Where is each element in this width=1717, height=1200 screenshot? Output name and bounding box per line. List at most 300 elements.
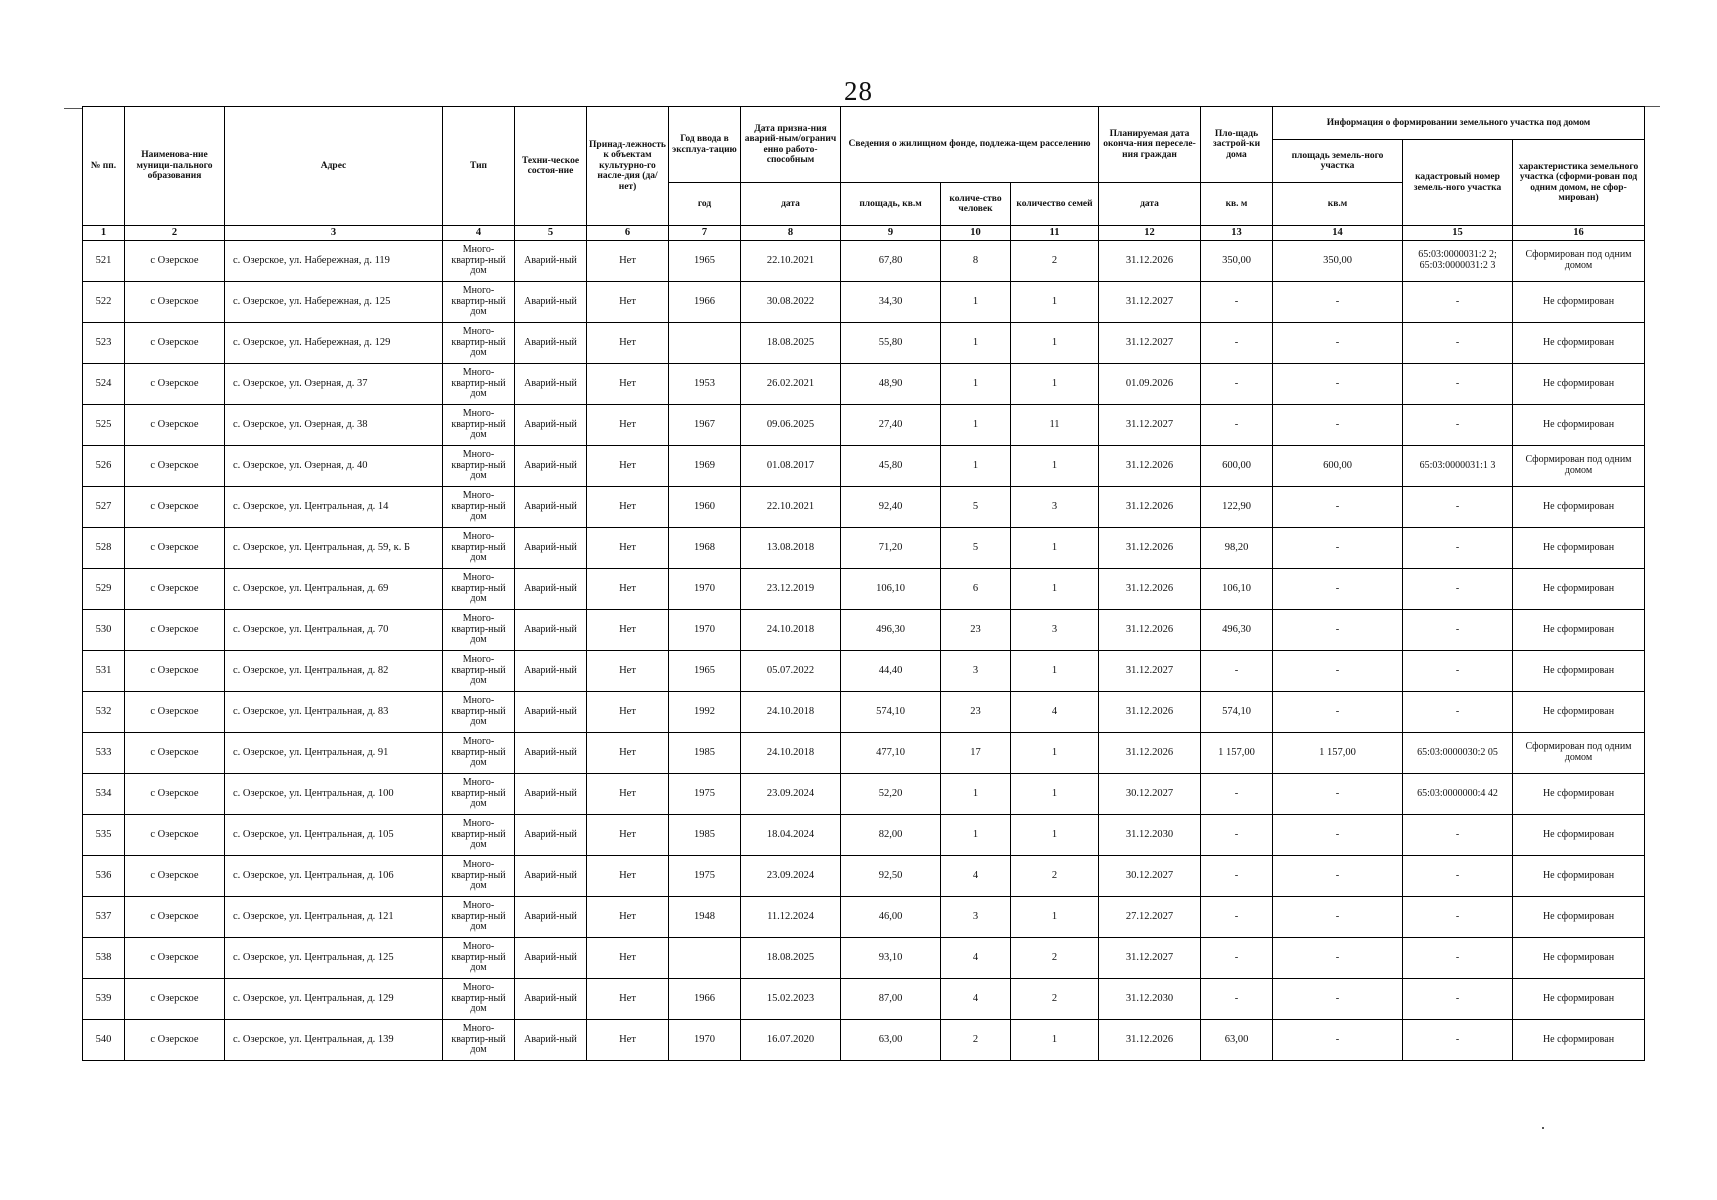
table-header: [83, 107, 1645, 241]
people-cell: 1: [941, 323, 1011, 364]
planned-date-cell: 31.12.2026: [1099, 528, 1201, 569]
land-area-cell: 350,00: [1273, 241, 1403, 282]
row-number: 527: [83, 487, 125, 528]
heritage-cell: Нет: [587, 815, 669, 856]
heritage-cell: Нет: [587, 692, 669, 733]
type-cell: Много-квартир-ный дом: [443, 323, 515, 364]
address-cell: с. Озерское, ул. Центральная, д. 129: [225, 979, 443, 1020]
area-cell: 477,10: [841, 733, 941, 774]
built-area-cell: 106,10: [1201, 569, 1273, 610]
area-cell: 92,50: [841, 856, 941, 897]
table-row: [83, 405, 1645, 446]
planned-date-cell: 31.12.2027: [1099, 405, 1201, 446]
planned-date-cell: 31.12.2026: [1099, 446, 1201, 487]
people-cell: 4: [941, 938, 1011, 979]
planned-date-cell: 31.12.2027: [1099, 323, 1201, 364]
table-row: [83, 979, 1645, 1020]
cadastral-cell: -: [1403, 856, 1513, 897]
recognition-date-cell: 18.08.2025: [741, 323, 841, 364]
built-area-cell: 600,00: [1201, 446, 1273, 487]
area-cell: 27,40: [841, 405, 941, 446]
municipality-cell: с Озерское: [125, 528, 225, 569]
condition-cell: Аварий-ный: [515, 282, 587, 323]
header-recognition: Дата призна-ния аварий-ным/огранич енно работо-способным: [741, 107, 841, 183]
people-cell: 3: [941, 897, 1011, 938]
condition-cell: Аварий-ный: [515, 692, 587, 733]
municipality-cell: с Озерское: [125, 569, 225, 610]
type-cell: Много-квартир-ный дом: [443, 1020, 515, 1061]
table-row: [83, 692, 1645, 733]
families-cell: 1: [1011, 323, 1099, 364]
area-cell: 45,80: [841, 446, 941, 487]
built-area-cell: 350,00: [1201, 241, 1273, 282]
address-cell: с. Озерское, ул. Набережная, д. 119: [225, 241, 443, 282]
people-cell: 23: [941, 692, 1011, 733]
land-status-cell: Не сформирован: [1513, 815, 1645, 856]
people-cell: 17: [941, 733, 1011, 774]
year-cell: 1970: [669, 610, 741, 651]
address-cell: с. Озерское, ул. Центральная, д. 139: [225, 1020, 443, 1061]
column-number: 12: [1099, 226, 1201, 241]
year-cell: [669, 323, 741, 364]
column-number: 13: [1201, 226, 1273, 241]
header-housing-people: количе-ство человек: [941, 183, 1011, 226]
condition-cell: Аварий-ный: [515, 528, 587, 569]
recognition-date-cell: 24.10.2018: [741, 692, 841, 733]
land-area-cell: -: [1273, 979, 1403, 1020]
people-cell: 1: [941, 446, 1011, 487]
people-cell: 8: [941, 241, 1011, 282]
table-row: [83, 446, 1645, 487]
planned-date-cell: 31.12.2026: [1099, 487, 1201, 528]
header-land: Информация о формировании земельного участка под домом: [1273, 107, 1645, 140]
built-area-cell: -: [1201, 774, 1273, 815]
planned-date-cell: 31.12.2026: [1099, 1020, 1201, 1061]
land-area-cell: -: [1273, 1020, 1403, 1061]
recognition-date-cell: 18.04.2024: [741, 815, 841, 856]
header-municipality: Наименова-ние муници-пального образования: [125, 107, 225, 226]
row-number: 528: [83, 528, 125, 569]
families-cell: 2: [1011, 938, 1099, 979]
planned-date-cell: 31.12.2027: [1099, 282, 1201, 323]
scan-mark: [64, 108, 82, 109]
condition-cell: Аварий-ный: [515, 979, 587, 1020]
planned-date-cell: 31.12.2026: [1099, 733, 1201, 774]
type-cell: Много-квартир-ный дом: [443, 938, 515, 979]
cadastral-cell: -: [1403, 323, 1513, 364]
address-cell: с. Озерское, ул. Центральная, д. 91: [225, 733, 443, 774]
row-number: 531: [83, 651, 125, 692]
cadastral-cell: 65:03:0000031:2 2; 65:03:0000031:2 3: [1403, 241, 1513, 282]
heritage-cell: Нет: [587, 364, 669, 405]
header-condition: Техни-ческое состоя-ние: [515, 107, 587, 226]
heritage-cell: Нет: [587, 610, 669, 651]
year-cell: 1960: [669, 487, 741, 528]
families-cell: 1: [1011, 282, 1099, 323]
cadastral-cell: -: [1403, 610, 1513, 651]
condition-cell: Аварий-ный: [515, 364, 587, 405]
land-area-cell: -: [1273, 774, 1403, 815]
column-number: 2: [125, 226, 225, 241]
recognition-date-cell: 26.02.2021: [741, 364, 841, 405]
planned-date-cell: 31.12.2026: [1099, 692, 1201, 733]
area-cell: 496,30: [841, 610, 941, 651]
recognition-date-cell: 18.08.2025: [741, 938, 841, 979]
municipality-cell: с Озерское: [125, 241, 225, 282]
heritage-cell: Нет: [587, 282, 669, 323]
planned-date-cell: 30.12.2027: [1099, 856, 1201, 897]
built-area-cell: -: [1201, 405, 1273, 446]
land-status-cell: Не сформирован: [1513, 405, 1645, 446]
built-area-cell: 63,00: [1201, 1020, 1273, 1061]
row-number: 521: [83, 241, 125, 282]
table-row: [83, 815, 1645, 856]
type-cell: Много-квартир-ный дом: [443, 569, 515, 610]
built-area-cell: 1 157,00: [1201, 733, 1273, 774]
type-cell: Много-квартир-ный дом: [443, 364, 515, 405]
row-number: 529: [83, 569, 125, 610]
land-area-cell: -: [1273, 692, 1403, 733]
municipality-cell: с Озерское: [125, 938, 225, 979]
land-status-cell: Не сформирован: [1513, 323, 1645, 364]
row-number: 525: [83, 405, 125, 446]
row-number: 526: [83, 446, 125, 487]
cadastral-cell: 65:03:0000030:2 05: [1403, 733, 1513, 774]
column-number: 8: [741, 226, 841, 241]
year-cell: 1966: [669, 282, 741, 323]
address-cell: с. Озерское, ул. Центральная, д. 69: [225, 569, 443, 610]
land-status-cell: Не сформирован: [1513, 774, 1645, 815]
built-area-cell: -: [1201, 323, 1273, 364]
type-cell: Много-квартир-ный дом: [443, 733, 515, 774]
recognition-date-cell: 01.08.2017: [741, 446, 841, 487]
cadastral-cell: -: [1403, 364, 1513, 405]
recognition-date-cell: 23.09.2024: [741, 856, 841, 897]
families-cell: 2: [1011, 241, 1099, 282]
address-cell: с. Озерское, ул. Набережная, д. 129: [225, 323, 443, 364]
table-row: [83, 651, 1645, 692]
header-land-area-sub: кв.м: [1273, 183, 1403, 226]
recognition-date-cell: 24.10.2018: [741, 733, 841, 774]
condition-cell: Аварий-ный: [515, 651, 587, 692]
municipality-cell: с Озерское: [125, 364, 225, 405]
land-area-cell: -: [1273, 323, 1403, 364]
header-year-sub: год: [669, 183, 741, 226]
families-cell: 1: [1011, 774, 1099, 815]
condition-cell: Аварий-ный: [515, 241, 587, 282]
recognition-date-cell: 15.02.2023: [741, 979, 841, 1020]
row-number: 535: [83, 815, 125, 856]
year-cell: 1948: [669, 897, 741, 938]
heritage-cell: Нет: [587, 405, 669, 446]
people-cell: 1: [941, 364, 1011, 405]
header-land-area: площадь земель-ного участка: [1273, 140, 1403, 183]
families-cell: 4: [1011, 692, 1099, 733]
address-cell: с. Озерское, ул. Озерная, д. 37: [225, 364, 443, 405]
cadastral-cell: -: [1403, 528, 1513, 569]
land-status-cell: Не сформирован: [1513, 487, 1645, 528]
land-status-cell: Сформирован под одним домом: [1513, 733, 1645, 774]
type-cell: Много-квартир-ный дом: [443, 979, 515, 1020]
year-cell: 1975: [669, 856, 741, 897]
heritage-cell: Нет: [587, 897, 669, 938]
heritage-cell: Нет: [587, 774, 669, 815]
area-cell: 93,10: [841, 938, 941, 979]
land-area-cell: -: [1273, 487, 1403, 528]
area-cell: 55,80: [841, 323, 941, 364]
table-row: [83, 569, 1645, 610]
people-cell: 4: [941, 979, 1011, 1020]
area-cell: 44,40: [841, 651, 941, 692]
heritage-cell: Нет: [587, 733, 669, 774]
header-built-area: Пло-щадь застрой-ки дома: [1201, 107, 1273, 183]
table-row: [83, 610, 1645, 651]
area-cell: 52,20: [841, 774, 941, 815]
cadastral-cell: -: [1403, 1020, 1513, 1061]
people-cell: 5: [941, 487, 1011, 528]
families-cell: 1: [1011, 651, 1099, 692]
land-status-cell: Сформирован под одним домом: [1513, 241, 1645, 282]
recognition-date-cell: 11.12.2024: [741, 897, 841, 938]
recognition-date-cell: 22.10.2021: [741, 241, 841, 282]
year-cell: 1968: [669, 528, 741, 569]
heritage-cell: Нет: [587, 1020, 669, 1061]
planned-date-cell: 31.12.2026: [1099, 241, 1201, 282]
address-cell: с. Озерское, ул. Центральная, д. 83: [225, 692, 443, 733]
municipality-cell: с Озерское: [125, 282, 225, 323]
area-cell: 82,00: [841, 815, 941, 856]
column-number: 3: [225, 226, 443, 241]
header-planned: Планируемая дата оконча-ния переселе-ния граждан: [1099, 107, 1201, 183]
column-number: 7: [669, 226, 741, 241]
municipality-cell: с Озерское: [125, 610, 225, 651]
row-number: 538: [83, 938, 125, 979]
municipality-cell: с Озерское: [125, 815, 225, 856]
land-area-cell: 1 157,00: [1273, 733, 1403, 774]
heritage-cell: Нет: [587, 938, 669, 979]
cadastral-cell: -: [1403, 979, 1513, 1020]
cadastral-cell: -: [1403, 651, 1513, 692]
year-cell: 1966: [669, 979, 741, 1020]
condition-cell: Аварий-ный: [515, 323, 587, 364]
planned-date-cell: 31.12.2030: [1099, 979, 1201, 1020]
year-cell: 1967: [669, 405, 741, 446]
year-cell: 1970: [669, 569, 741, 610]
land-area-cell: -: [1273, 651, 1403, 692]
row-number: 533: [83, 733, 125, 774]
people-cell: 3: [941, 651, 1011, 692]
address-cell: с. Озерское, ул. Центральная, д. 70: [225, 610, 443, 651]
condition-cell: Аварий-ный: [515, 774, 587, 815]
land-area-cell: 600,00: [1273, 446, 1403, 487]
municipality-cell: с Озерское: [125, 323, 225, 364]
row-number: 530: [83, 610, 125, 651]
header-cadastral: кадастровый номер земель-ного участка: [1403, 140, 1513, 226]
families-cell: 1: [1011, 733, 1099, 774]
heritage-cell: Нет: [587, 651, 669, 692]
municipality-cell: с Озерское: [125, 1020, 225, 1061]
planned-date-cell: 31.12.2026: [1099, 610, 1201, 651]
heritage-cell: Нет: [587, 569, 669, 610]
type-cell: Много-квартир-ный дом: [443, 897, 515, 938]
address-cell: с. Озерское, ул. Центральная, д. 59, к. Б: [225, 528, 443, 569]
page-number: 28: [844, 76, 873, 106]
recognition-date-cell: 13.08.2018: [741, 528, 841, 569]
land-area-cell: -: [1273, 815, 1403, 856]
header-recognition-sub: дата: [741, 183, 841, 226]
recognition-date-cell: 23.12.2019: [741, 569, 841, 610]
planned-date-cell: 31.12.2027: [1099, 938, 1201, 979]
table-row: [83, 938, 1645, 979]
families-cell: 1: [1011, 364, 1099, 405]
condition-cell: Аварий-ный: [515, 610, 587, 651]
families-cell: 3: [1011, 610, 1099, 651]
row-number: 536: [83, 856, 125, 897]
year-cell: [669, 938, 741, 979]
families-cell: 2: [1011, 979, 1099, 1020]
municipality-cell: с Озерское: [125, 979, 225, 1020]
area-cell: 46,00: [841, 897, 941, 938]
families-cell: 3: [1011, 487, 1099, 528]
recognition-date-cell: 22.10.2021: [741, 487, 841, 528]
area-cell: 574,10: [841, 692, 941, 733]
municipality-cell: с Озерское: [125, 774, 225, 815]
header-year: Год ввода в эксплуа-тацию: [669, 107, 741, 183]
people-cell: 23: [941, 610, 1011, 651]
row-number: 534: [83, 774, 125, 815]
table-row: [83, 241, 1645, 282]
year-cell: 1965: [669, 651, 741, 692]
type-cell: Много-квартир-ный дом: [443, 692, 515, 733]
land-status-cell: Не сформирован: [1513, 569, 1645, 610]
recognition-date-cell: 05.07.2022: [741, 651, 841, 692]
families-cell: 1: [1011, 897, 1099, 938]
column-number: 10: [941, 226, 1011, 241]
heritage-cell: Нет: [587, 487, 669, 528]
table-row: [83, 364, 1645, 405]
municipality-cell: с Озерское: [125, 487, 225, 528]
type-cell: Много-квартир-ный дом: [443, 405, 515, 446]
condition-cell: Аварий-ный: [515, 733, 587, 774]
scan-mark: [1542, 1127, 1544, 1129]
table-body: [83, 241, 1645, 1061]
planned-date-cell: 31.12.2027: [1099, 651, 1201, 692]
table-row: [83, 528, 1645, 569]
built-area-cell: 98,20: [1201, 528, 1273, 569]
condition-cell: Аварий-ный: [515, 1020, 587, 1061]
people-cell: 1: [941, 815, 1011, 856]
type-cell: Много-квартир-ный дом: [443, 815, 515, 856]
municipality-cell: с Озерское: [125, 733, 225, 774]
built-area-cell: -: [1201, 938, 1273, 979]
land-area-cell: -: [1273, 569, 1403, 610]
heritage-cell: Нет: [587, 241, 669, 282]
address-cell: с. Озерское, ул. Озерная, д. 38: [225, 405, 443, 446]
address-cell: с. Озерское, ул. Центральная, д. 100: [225, 774, 443, 815]
heritage-cell: Нет: [587, 979, 669, 1020]
planned-date-cell: 31.12.2026: [1099, 569, 1201, 610]
header-housing-families: количество семей: [1011, 183, 1099, 226]
land-status-cell: Сформирован под одним домом: [1513, 446, 1645, 487]
heritage-cell: Нет: [587, 446, 669, 487]
year-cell: 1985: [669, 815, 741, 856]
built-area-cell: 122,90: [1201, 487, 1273, 528]
column-number: 11: [1011, 226, 1099, 241]
condition-cell: Аварий-ный: [515, 856, 587, 897]
land-status-cell: Не сформирован: [1513, 610, 1645, 651]
area-cell: 106,10: [841, 569, 941, 610]
families-cell: 1: [1011, 528, 1099, 569]
table-row: [83, 323, 1645, 364]
condition-cell: Аварий-ный: [515, 487, 587, 528]
area-cell: 87,00: [841, 979, 941, 1020]
land-area-cell: -: [1273, 856, 1403, 897]
cadastral-cell: -: [1403, 282, 1513, 323]
row-number: 524: [83, 364, 125, 405]
land-status-cell: Не сформирован: [1513, 692, 1645, 733]
header-heritage: Принад-лежность к объектам культурно-го насле-дия (да/нет): [587, 107, 669, 226]
built-area-cell: -: [1201, 897, 1273, 938]
table-row: [83, 856, 1645, 897]
land-status-cell: Не сформирован: [1513, 651, 1645, 692]
housing-registry-table: [82, 106, 1645, 1061]
address-cell: с. Озерское, ул. Набережная, д. 125: [225, 282, 443, 323]
built-area-cell: 574,10: [1201, 692, 1273, 733]
cadastral-cell: 65:03:0000031:1 3: [1403, 446, 1513, 487]
area-cell: 34,30: [841, 282, 941, 323]
scan-mark: [1644, 106, 1660, 107]
column-number: 14: [1273, 226, 1403, 241]
municipality-cell: с Озерское: [125, 651, 225, 692]
year-cell: 1969: [669, 446, 741, 487]
row-number: 522: [83, 282, 125, 323]
condition-cell: Аварий-ный: [515, 897, 587, 938]
built-area-cell: -: [1201, 364, 1273, 405]
column-number: 6: [587, 226, 669, 241]
area-cell: 48,90: [841, 364, 941, 405]
people-cell: 1: [941, 405, 1011, 446]
table-row: [83, 282, 1645, 323]
year-cell: 1985: [669, 733, 741, 774]
header-housing: Сведения о жилищном фонде, подлежа-щем расселению: [841, 107, 1099, 183]
type-cell: Много-квартир-ный дом: [443, 487, 515, 528]
municipality-cell: с Озерское: [125, 405, 225, 446]
heritage-cell: Нет: [587, 323, 669, 364]
table-row: [83, 487, 1645, 528]
land-area-cell: -: [1273, 282, 1403, 323]
people-cell: 1: [941, 282, 1011, 323]
table-row: [83, 1020, 1645, 1061]
year-cell: 1965: [669, 241, 741, 282]
condition-cell: Аварий-ный: [515, 405, 587, 446]
families-cell: 1: [1011, 1020, 1099, 1061]
column-number: 4: [443, 226, 515, 241]
type-cell: Много-квартир-ный дом: [443, 774, 515, 815]
condition-cell: Аварий-ный: [515, 569, 587, 610]
land-status-cell: Не сформирован: [1513, 856, 1645, 897]
type-cell: Много-квартир-ный дом: [443, 446, 515, 487]
address-cell: с. Озерское, ул. Озерная, д. 40: [225, 446, 443, 487]
year-cell: 1953: [669, 364, 741, 405]
column-number: 1: [83, 226, 125, 241]
header-num: № пп.: [83, 107, 125, 226]
planned-date-cell: 30.12.2027: [1099, 774, 1201, 815]
land-area-cell: -: [1273, 938, 1403, 979]
families-cell: 1: [1011, 446, 1099, 487]
column-number: 16: [1513, 226, 1645, 241]
header-planned-sub: дата: [1099, 183, 1201, 226]
table-row: [83, 733, 1645, 774]
